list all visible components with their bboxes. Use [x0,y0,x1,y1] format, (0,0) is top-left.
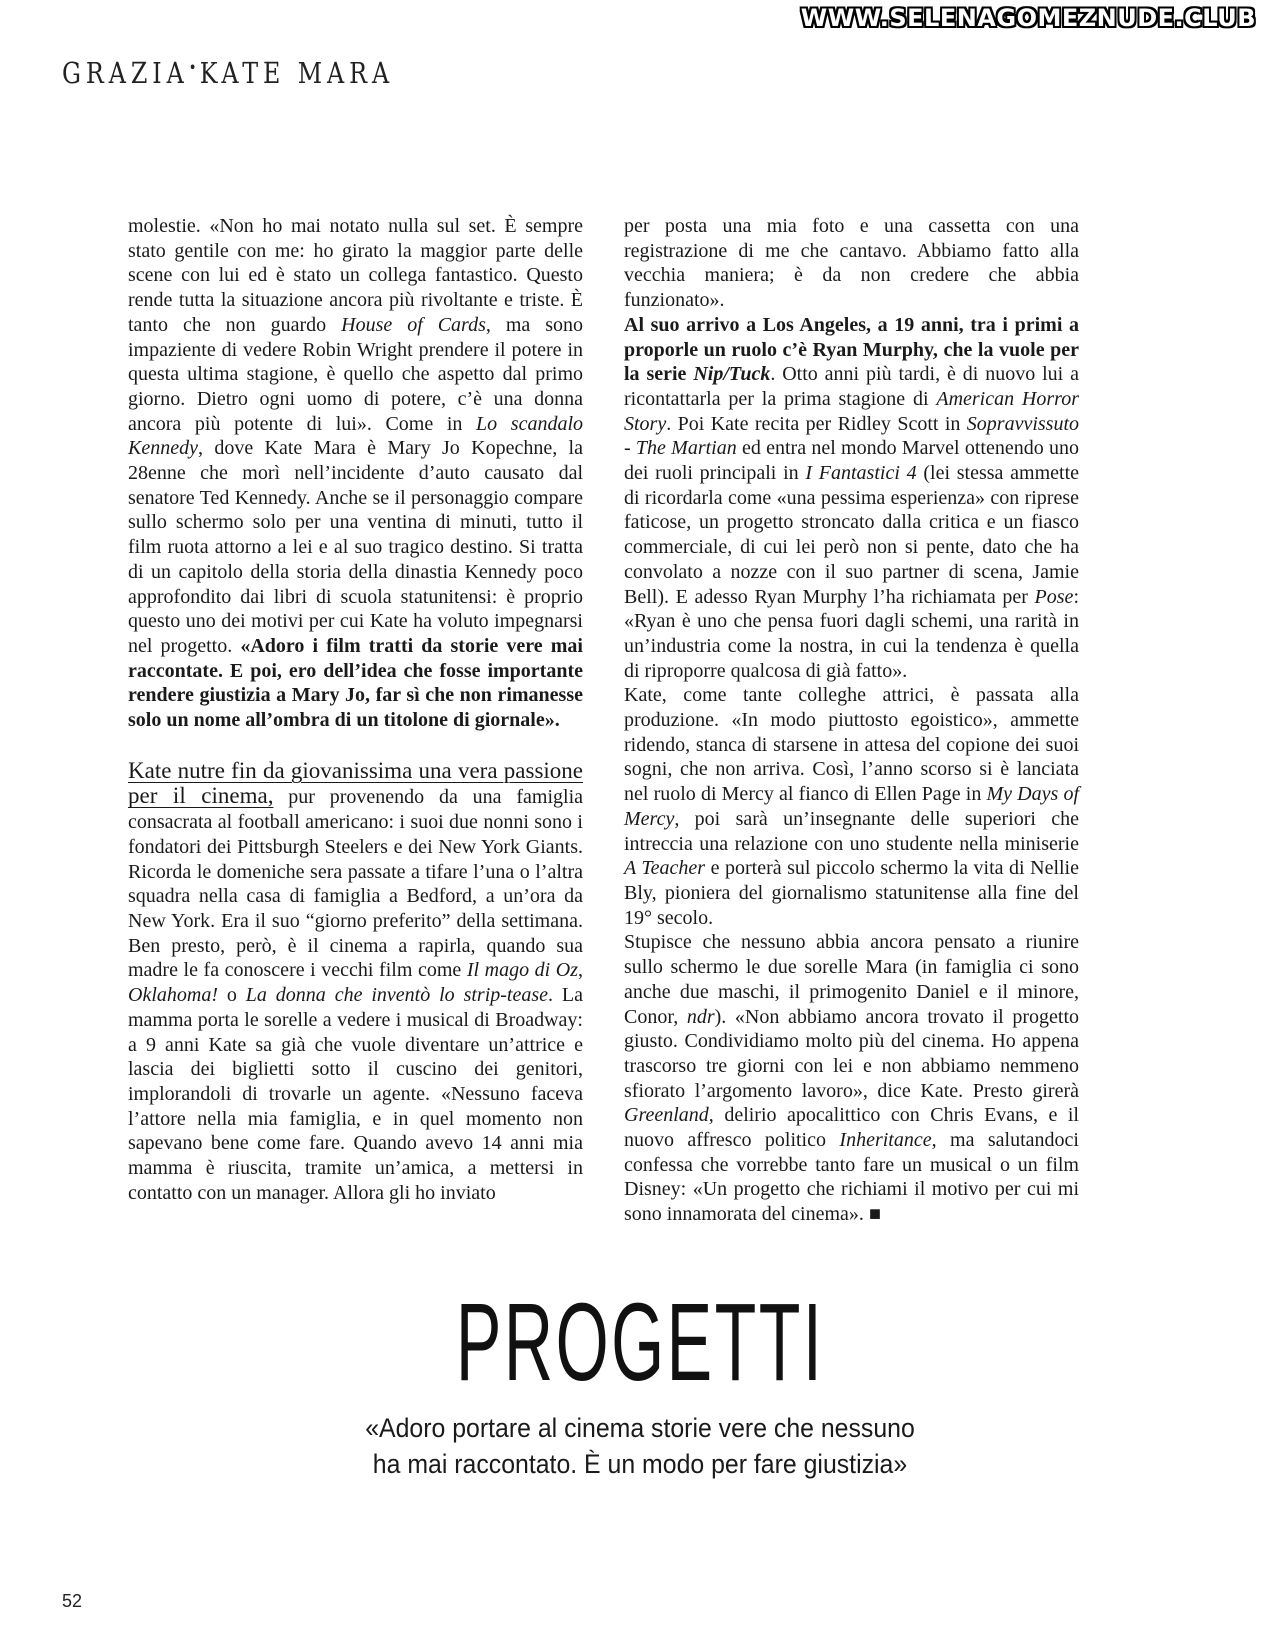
title-oklahoma: Oklahoma! [128,984,218,1007]
paragraph [624,683,1079,930]
title-pose: Pose [1034,585,1074,608]
text-run: (lei stessa ammette di ricordarla come «una pessima esperienza» con riprese faticose, un progetto stroncato dalla critica e un fiasco commerciale, di cui lei però non si pente, dato che ha convolato a nozze con il suo partner di scena, Jamie Bell). E adesso Ryan Murphy l’ha richiamata per [624,462,1080,608]
article-column-right [624,214,1079,1227]
header-dot: • [188,58,200,77]
title-greenland: Greenland [624,1104,709,1127]
section-lead: Kate nutre fin da giovanissima una vera passione per il cinema, [128,757,583,809]
text-run: . La mamma porta le sorelle a vedere i musical di Broadway: a 9 anni Kate sa già che vuole diventare un’attrice e lascia dei biglietti sotto il cuscino dei genitori, implorandoli di trovarle un agente. «Nessuno faceva l’attore nella mia famiglia, e in quel momento non sapevano bene come fare. Quando avevo 14 anni mia mamma è riuscita, tramite un’amica, a mettersi in contatto con un manager. Allora gli ho inviato [128,984,584,1204]
ndr-note: ndr [686,1005,715,1028]
magazine-name: GRAZIA [62,56,189,90]
end-of-article-mark: ■ [863,1203,882,1226]
title-i-fantastici-4: I Fantastici 4 [805,462,917,485]
paragraph [128,214,583,733]
text-run: ). «Non abbiamo ancora trovato il progetto giusto. Condividiamo molto più del cinema. Ho appena trascorso tre giorni con lei e non abbiamo nemmeno sfiorato l’argomento lavoro», dice Kate. Presto girerà [624,1005,1079,1102]
page-number: 52 [62,1591,83,1611]
text-run: , [578,959,583,982]
paragraph [624,214,1079,313]
title-inheritance: Inheritance [839,1129,932,1152]
title-il-mago-di-oz: Il mago di Oz [466,959,578,982]
paragraph [624,313,1079,684]
text-run: , dove Kate Mara è Mary Jo Kopechne, la 28enne che morì nell’incidente d’auto causato dal senatore Ted Kennedy. Anche se il personaggio compare sullo schermo solo per una ventina di minuti, tutto il film ruota attorno a lei e al suo tragico destino. Si tratta di un capitolo della storia della dinastia Kennedy poco approfondito dai libri di scuola statunitensi: è proprio questo uno dei motivi per cui Kate ha voluto impegnarsi nel progetto. [128,437,583,657]
pullquote-block [0,1281,1280,1404]
text-run: molestie. «Non ho mai notato nulla sul set. È sempre stato gentile con me: ho girato la maggior parte delle scene con lui ed è stato un collega fantastico. Questo rende tutta la situazione ancora più rivoltante e triste. È tanto che non guardo [128,215,583,336]
paragraph-spacer [128,733,583,759]
bold-quote: «Adoro i film tratti da storie vere mai raccontate. E poi, ero dell’idea che fosse importante rendere giustizia a Mary Jo, far sì che non rimanesse solo un nome all’ombra di un titolone di giornale». [128,634,583,732]
title-my-days-of-mercy: My Days of Mercy [624,783,1079,830]
running-header [62,56,394,90]
text-run: , poi sarà un’insegnante delle superiori che intreccia una relazione con uno studente nella miniserie [624,807,1079,855]
text-run: e porterà sul piccolo schermo la vita di Nellie Bly, pioniera del giornalismo statunitense alla fine del 19° secolo. [624,857,1079,929]
paragraph [624,930,1079,1226]
header-subject: KATE MARA [199,56,395,90]
text-run: o [217,984,246,1007]
pullquote-line: ha mai raccontato. È un modo per fare giustizia» [372,1449,908,1479]
paragraph [128,759,583,1206]
title-house-of-cards: House of Cards [341,313,486,336]
title-nip-tuck: Nip/Tuck [693,363,771,386]
text-run: per posta una mia foto e una cassetta con una registrazione di me che cantavo. Abbiamo fatto alla vecchia maniera; è da non credere che abbia funzionato». [624,215,1079,312]
title-lo-scandalo-kennedy: Lo scandalo Kennedy [128,412,584,460]
pullquote-title: PROGETTI [455,1281,825,1404]
text-run: pur provenendo da una famiglia consacrata al football americano: i suoi due nonni sono i fondatori dei Pittsburgh Steelers e dei New York Giants. Ricorda le domeniche sera passate a tifare l’una o l’altra squadra nella casa di famiglia a Bedford, a un’ora da New York. Era il suo “giorno preferito” della settimana. Ben presto, però, è il cinema a rapirla, quando sua madre le fa conoscere i vecchi film come [128,786,584,982]
article-column-left [128,214,583,1205]
pullquote-text [51,1410,1229,1482]
pullquote-line: «Adoro portare al cinema storie vere che nessuno [365,1413,915,1443]
text-run: Kate, come tante colleghe attrici, è passata alla produzione. «In modo piuttosto egoistico», ammette ridendo, stanca di starsene in attesa del copione dei suoi sogni, che non arriva. Così, l’anno scorso si è lanciata nel ruolo di Mercy al fianco di Ellen Page in [624,684,1079,806]
text-run: Stupisce che nessuno abbia ancora pensato a riunire sullo schermo le due sorelle Mara (in famiglia ci sono anche due maschi, il primogenito Daniel e il minore, Conor, [624,931,1079,1028]
text-run: , delirio apocalittico con Chris Evans, e il nuovo affresco politico [624,1104,1079,1152]
text-run: . Otto anni più tardi, è di nuovo lui a ricontattarla per la prima stagione di [624,363,1079,410]
title-the-martian: Sopravvissuto - The Martian [624,412,1079,460]
title-la-donna: La donna che inventò lo strip-tease [245,984,549,1007]
title-american-horror-story: American Horror Story [624,387,1079,435]
text-run: ed entra nel mondo Marvel ottenendo uno dei ruoli principali in [624,437,1079,485]
text-run: : «Ryan è uno che pensa fuori dagli schemi, una rarità in un’industria come la nostra, in cui la tendenza è quella di riproporre qualcosa di già fatto». [624,585,1079,682]
text-run: , ma salutandoci confessa che vorrebbe tanto fare un musical o un film Disney: «Un progetto che richiami il motivo per cui mi sono innamorata del cinema». [624,1129,1079,1226]
text-run: , ma sono impaziente di vedere Robin Wright prendere il potere in questa ultima stagione, è quello che aspetto dal primo giorno. Dietro ogni uomo di potere, c’è una donna ancora più potente di lui». Come in [128,313,584,435]
text-run: . Poi Kate recita per Ridley Scott in [666,412,967,435]
site-watermark: WWW.SELENAGOMEZNUDE.CLUB [800,4,1256,32]
title-a-teacher: A Teacher [624,857,706,880]
bold-lead: Al suo arrivo a Los Angeles, a 19 anni, tra i primi a proporle un ruolo c’è Ryan Murphy, che la vuole per la serie [624,313,1079,386]
